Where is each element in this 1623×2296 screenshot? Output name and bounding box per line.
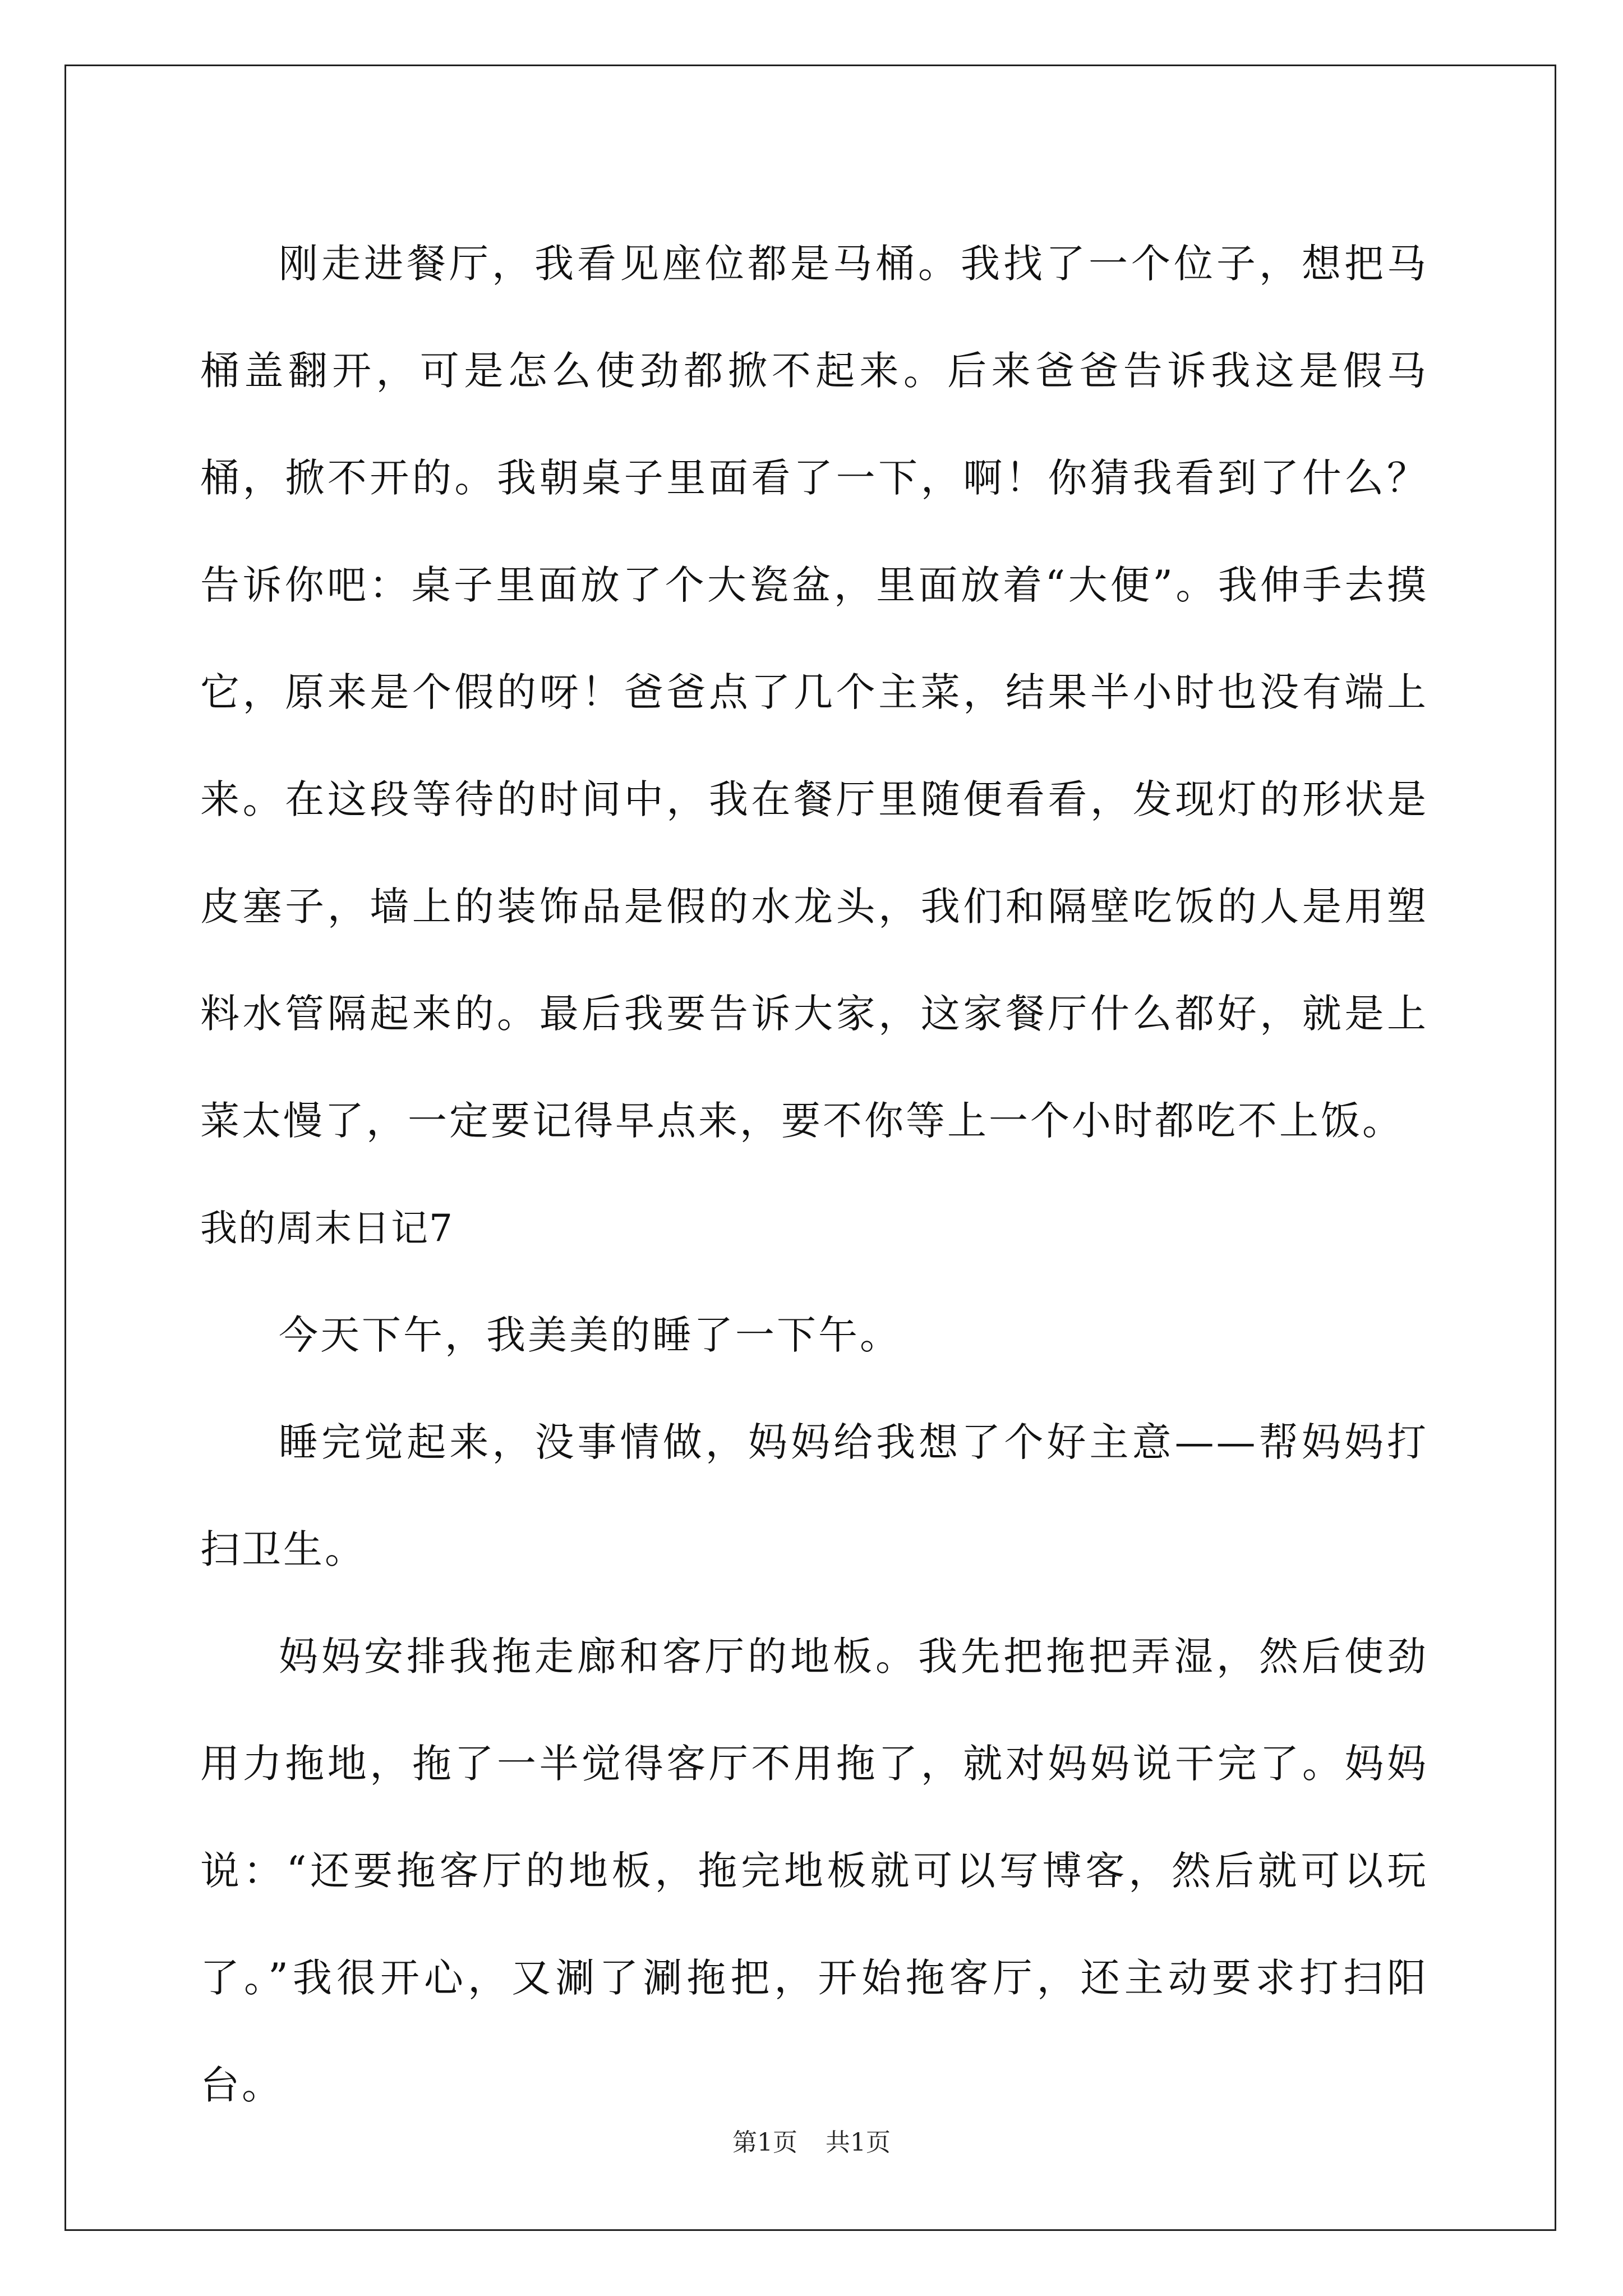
page-footer <box>0 2126 1623 2160</box>
section-heading: 我的周末日记7 <box>200 1207 454 1250</box>
page-total: 共1页 <box>826 2128 891 2157</box>
page-number: 第1页 <box>732 2128 797 2157</box>
document-body <box>200 210 1428 2139</box>
paragraph-cleaning-idea: 睡完觉起来，没事情做，妈妈给我想了个好主意——帮妈妈打扫卫生。 <box>200 1419 1428 1572</box>
paragraph-mopping: 妈妈安排我拖走廊和客厅的地板。我先把拖把弄湿，然后使劲用力拖地，拖了一半觉得客厅不用拖了，就对妈妈说干完了。妈妈说：“还要拖客厅的地板，拖完地板就可以写博客，然后就可以玩了。”我很开心，又涮了涮拖把，开始拖客厅，还主动要求打扫阳台。 <box>200 1634 1428 2108</box>
paragraph-restaurant: 刚走进餐厅，我看见座位都是马桶。我找了一个位子，想把马桶盖翻开，可是怎么使劲都掀不起来。后来爸爸告诉我这是假马桶，掀不开的。我朝桌子里面看了一下，啊！你猜我看到了什么？告诉你吧：桌子里面放了个大瓷盆，里面放着“大便”。我伸手去摸它，原来是个假的呀！爸爸点了几个主菜，结果半小时也没有端上来。在这段等待的时间中，我在餐厅里随便看看，发现灯的形状是皮塞子，墙上的装饰品是假的水龙头，我们和隔壁吃饭的人是用塑料水管隔起来的。最后我要告诉大家，这家餐厅什么都好，就是上菜太慢了，一定要记得早点来，要不你等上一个小时都吃不上饭。 <box>200 241 1428 1144</box>
paragraph-nap: 今天下午，我美美的睡了一下午。 <box>279 1312 901 1358</box>
